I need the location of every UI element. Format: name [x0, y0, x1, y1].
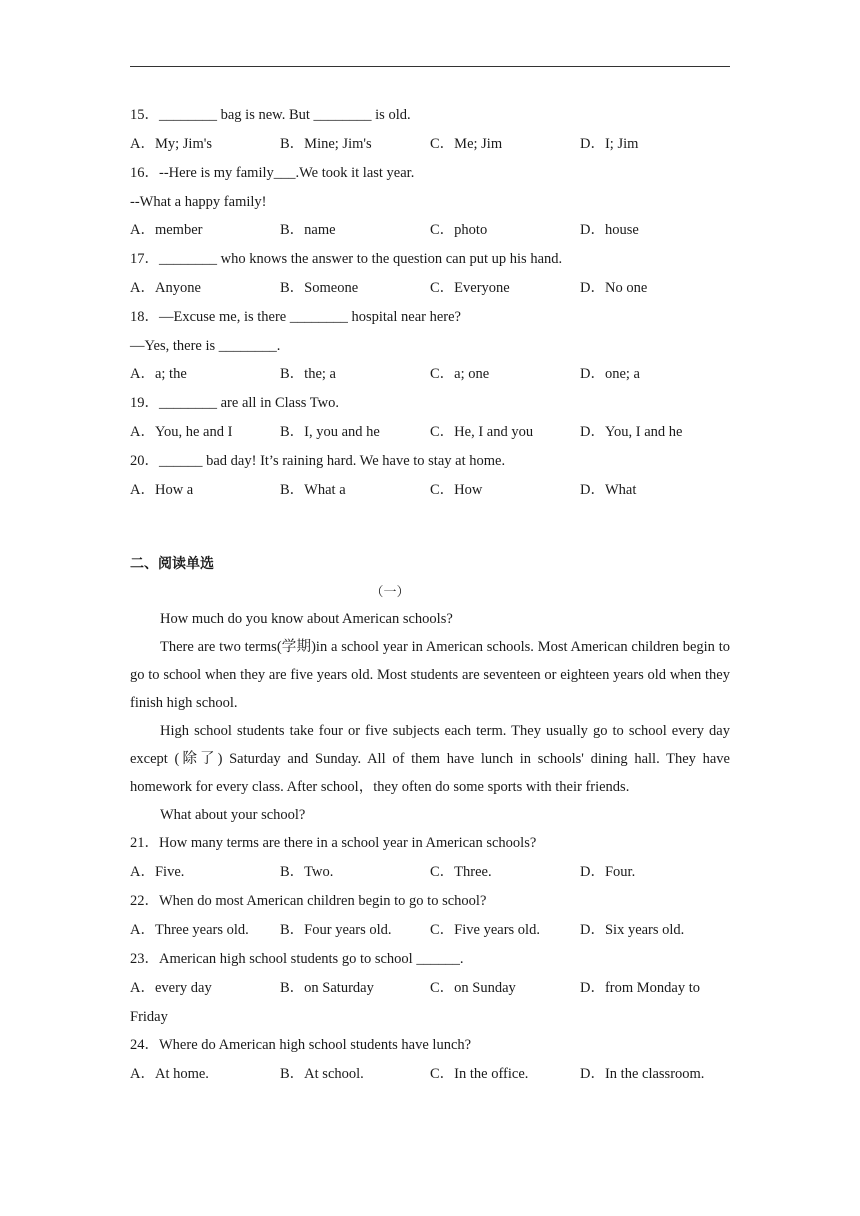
question-stem: 18．—Excuse me, is there ________ hospital near here?	[130, 309, 461, 325]
passage-paragraph-1: How much do you know about American schools?	[160, 611, 453, 627]
option-c: C．photo	[430, 222, 488, 238]
option-a: A．At home.	[130, 1066, 209, 1082]
option-b: B．on Saturday	[280, 980, 374, 996]
option-a: A．You, he and I	[130, 424, 233, 440]
option-d: D．You, I and he	[580, 424, 683, 440]
option-c: C．How	[430, 482, 483, 498]
option-c: C．Everyone	[430, 280, 510, 296]
option-c: C．Three.	[430, 864, 492, 880]
passage-paragraph-2: There are two terms(学期)in a school year in American schools. Most American children begin to go to school when they are five years old. Most students are seventeen or eighteen years old when they finish high school.	[130, 639, 730, 711]
option-b: B．Two.	[280, 864, 334, 880]
option-d: D．one; a	[580, 366, 640, 382]
section-gap	[130, 505, 730, 549]
question-16	[130, 159, 730, 245]
option-c: C．a; one	[430, 366, 490, 382]
passage-title: （一）	[370, 584, 410, 599]
option-d: D．What	[580, 482, 637, 498]
option-d: D．I; Jim	[580, 136, 639, 152]
options-row	[130, 130, 730, 159]
option-b: B．Four years old.	[280, 922, 392, 938]
option-d: D．house	[580, 222, 639, 238]
option-a: A．Five.	[130, 864, 185, 880]
option-a: A．a; the	[130, 366, 187, 382]
option-b: B．At school.	[280, 1066, 364, 1082]
options-row	[130, 418, 730, 447]
option-a: A．How a	[130, 482, 194, 498]
question-dialogue-line: --What a happy family!	[130, 194, 267, 210]
option-d: D．In the classroom.	[580, 1066, 705, 1082]
options-row	[130, 1060, 730, 1089]
question-20	[130, 447, 730, 505]
question-stem: 23．American high school students go to school ______.	[130, 951, 464, 967]
option-b: B．I, you and he	[280, 424, 380, 440]
passage-paragraph-4: What about your school?	[160, 807, 306, 823]
question-stem: 19．________ are all in Class Two.	[130, 395, 339, 411]
option-b: B．What a	[280, 482, 346, 498]
question-19	[130, 389, 730, 447]
passage-paragraph-3: High school students take four or five subjects each term. They usually go to school every day except (除了) Saturday and Sunday. All of them have lunch in schools' dining hall. They have homework for every class. After school，they often do some sports with their friends.	[130, 723, 730, 795]
question-21	[130, 829, 730, 887]
option-c: C．In the office.	[430, 1066, 529, 1082]
question-17	[130, 245, 730, 303]
options-row	[130, 476, 730, 505]
question-stem: 15．________ bag is new. But ________ is old.	[130, 107, 411, 123]
option-c: C．on Sunday	[430, 980, 516, 996]
option-d: D．Four.	[580, 864, 636, 880]
page-content	[130, 101, 730, 1089]
question-23	[130, 945, 730, 1031]
option-a: A．Three years old.	[130, 922, 249, 938]
header-rule	[130, 66, 730, 67]
option-b: B．the; a	[280, 366, 336, 382]
question-stem: 16．--Here is my family___.We took it last year.	[130, 165, 415, 181]
options-row	[130, 216, 730, 245]
option-a: A．member	[130, 222, 203, 238]
options-row	[130, 974, 730, 1003]
option-b: B．Someone	[280, 280, 359, 296]
option-d-continuation: Friday	[130, 1009, 168, 1025]
passage-text	[130, 605, 730, 829]
question-22	[130, 887, 730, 945]
question-15	[130, 101, 730, 159]
options-row	[130, 274, 730, 303]
question-stem: 17．________ who knows the answer to the question can put up his hand.	[130, 251, 563, 267]
option-c: C．Me; Jim	[430, 136, 503, 152]
question-dialogue-line: —Yes, there is ________.	[130, 338, 281, 354]
option-a: A．Anyone	[130, 280, 201, 296]
option-d: D．Six years old.	[580, 922, 685, 938]
option-b: B．name	[280, 222, 336, 238]
question-stem: 21．How many terms are there in a school year in American schools?	[130, 835, 537, 851]
option-c: C．Five years old.	[430, 922, 540, 938]
option-a: A．every day	[130, 980, 212, 996]
question-18	[130, 303, 730, 389]
option-b: B．Mine; Jim's	[280, 136, 372, 152]
option-a: A．My; Jim's	[130, 136, 212, 152]
options-row	[130, 858, 730, 887]
options-row	[130, 916, 730, 945]
question-stem: 22．When do most American children begin to go to school?	[130, 893, 487, 909]
options-row	[130, 360, 730, 389]
option-d: D．from Monday to	[580, 980, 701, 996]
question-stem: 24．Where do American high school students have lunch?	[130, 1037, 472, 1053]
option-c: C．He, I and you	[430, 424, 534, 440]
question-24	[130, 1031, 730, 1089]
option-d: D．No one	[580, 280, 648, 296]
section-heading: 二、阅读单选	[130, 556, 214, 572]
question-stem: 20．______ bad day! It’s raining hard. We have to stay at home.	[130, 453, 506, 469]
